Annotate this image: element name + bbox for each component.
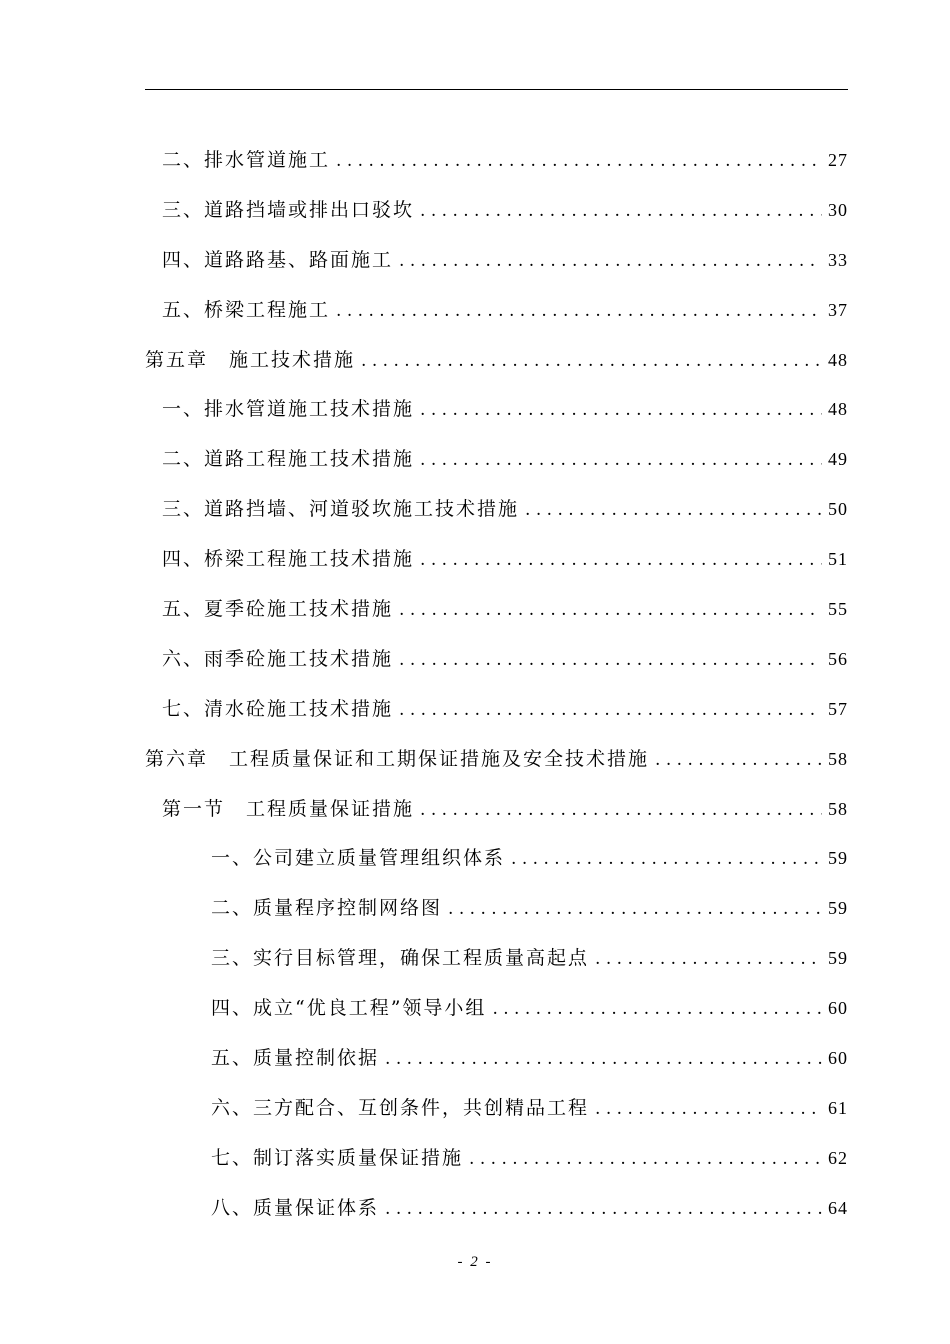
table-of-contents [145,136,848,1234]
toc-entry-title: 一、排水管道施工技术措施 [162,398,415,421]
toc-entry-page: 48 [828,399,848,420]
toc-entry[interactable] [145,336,848,386]
toc-entry-page: 48 [828,349,848,370]
toc-entry-page: 64 [828,1197,848,1218]
toc-entry-title: 七、清水砼施工技术措施 [162,697,394,720]
toc-leader-dots [361,337,822,387]
toc-entry[interactable] [145,1184,848,1234]
toc-entry-title: 八、质量保证体系 [211,1196,380,1219]
toc-leader-dots [595,1085,822,1135]
toc-leader-dots [420,436,822,486]
toc-leader-dots [469,1135,822,1185]
toc-entry-page: 33 [828,249,848,270]
toc-leader-dots [385,1185,822,1235]
toc-entry-page: 59 [828,848,848,869]
toc-entry-title: 七、制订落实质量保证措施 [211,1146,464,1169]
toc-entry[interactable] [145,1034,848,1084]
toc-leader-dots [420,386,822,436]
toc-entry-title: 三、道路挡墙或排出口驳坎 [162,198,415,221]
toc-entry-page: 58 [828,798,848,819]
toc-entry-title: 二、排水管道施工 [162,149,331,171]
toc-entry-page: 55 [828,599,848,620]
toc-entry-page: 27 [828,150,848,170]
toc-entry-title: 四、道路路基、路面施工 [162,248,394,271]
toc-entry-page: 37 [828,299,848,320]
toc-entry[interactable] [145,435,848,485]
toc-entry-page: 59 [828,948,848,969]
toc-entry-title: 二、道路工程施工技术措施 [162,448,415,471]
toc-entry[interactable] [145,735,848,785]
toc-leader-dots [399,586,822,636]
toc-entry-page: 60 [828,1048,848,1069]
toc-entry[interactable] [145,685,848,735]
toc-entry[interactable] [145,884,848,934]
toc-entry[interactable] [145,984,848,1034]
toc-entry-title: 第五章 施工技术措施 [145,348,356,371]
toc-entry-page: 60 [828,998,848,1019]
toc-entry[interactable] [145,286,848,336]
toc-entry-title: 四、成立“优良工程”领导小组 [211,997,487,1020]
toc-leader-dots [385,1035,822,1085]
toc-entry-title: 一、公司建立质量管理组织体系 [211,847,506,870]
toc-entry[interactable] [145,385,848,435]
toc-entry-title: 四、桥梁工程施工技术措施 [162,548,415,571]
toc-entry-page: 30 [828,199,848,220]
toc-entry-page: 51 [828,549,848,570]
toc-leader-dots [399,636,822,686]
toc-entry-title: 第六章 工程质量保证和工期保证措施及安全技术措施 [145,747,650,770]
toc-entry[interactable] [145,485,848,535]
toc-entry[interactable] [145,585,848,635]
toc-entry-title: 五、夏季砼施工技术措施 [162,598,394,621]
toc-entry-title: 三、道路挡墙、河道驳坎施工技术措施 [162,498,520,521]
toc-entry[interactable] [145,1134,848,1184]
toc-leader-dots [399,686,822,736]
header-rule [145,89,848,90]
toc-entry[interactable] [145,236,848,286]
toc-leader-dots [492,985,822,1035]
toc-entry-title: 六、三方配合、互创条件，共创精品工程 [211,1096,590,1119]
toc-entry[interactable] [145,635,848,685]
toc-entry-title: 二、质量程序控制网络图 [211,897,443,920]
toc-leader-dots [336,137,822,187]
toc-entry-page: 62 [828,1147,848,1168]
toc-entry-page: 50 [828,499,848,520]
toc-leader-dots [655,736,822,786]
toc-entry-page: 49 [828,449,848,470]
toc-entry-title: 三、实行目标管理，确保工程质量高起点 [211,947,590,970]
toc-entry-page: 58 [828,748,848,769]
toc-entry[interactable] [145,535,848,585]
toc-leader-dots [399,237,822,287]
toc-entry-title: 五、桥梁工程施工 [162,298,331,321]
toc-entry-title: 六、雨季砼施工技术措施 [162,647,394,670]
toc-entry-page: 57 [828,698,848,719]
toc-leader-dots [511,835,822,885]
toc-entry-page: 59 [828,898,848,919]
toc-leader-dots [420,786,822,836]
toc-entry[interactable] [145,186,848,236]
toc-entry-page: 61 [828,1097,848,1118]
toc-entry[interactable] [145,834,848,884]
toc-entry[interactable] [145,785,848,835]
toc-leader-dots [595,935,822,985]
page-number: - 2 - [457,1254,493,1270]
toc-entry-page: 56 [828,648,848,669]
toc-entry[interactable] [145,1084,848,1134]
toc-entry[interactable] [145,136,848,186]
toc-leader-dots [420,536,822,586]
toc-leader-dots [448,885,822,935]
toc-entry[interactable] [145,934,848,984]
toc-entry-title: 五、质量控制依据 [211,1047,380,1070]
toc-leader-dots [525,486,822,536]
toc-entry-title: 第一节 工程质量保证措施 [162,797,415,820]
toc-leader-dots [336,287,822,337]
toc-leader-dots [420,187,822,237]
